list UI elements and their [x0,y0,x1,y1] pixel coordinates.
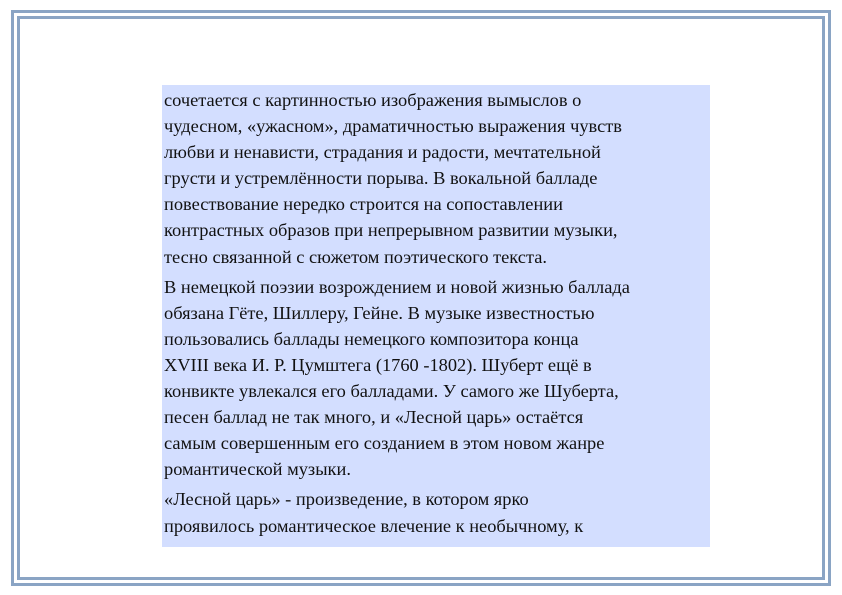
text-line: «Лесной царь» - произведение, в котором ярко [164,489,529,510]
text-line: обязана Гёте, Шиллеру, Гейне. В музыке известностью [164,302,595,323]
paragraph-3 [164,486,710,538]
text-box [162,85,710,547]
text-line: пользовались баллады немецкого композитора конца [164,328,579,349]
text-line: грусти и устремлённости порыва. В вокальной балладе [164,168,598,189]
text-line: тесно связанной с сюжетом поэтического текста. [164,246,547,267]
text-line: конвикте увлекался его балладами. У самого же Шуберта, [164,381,619,402]
text-line: повествование нередко строится на сопоставлении [164,194,563,215]
text-line: романтической музыки. [164,459,351,480]
text-line: XVIII века И. Р. Цумштега (1760 -1802). Шуберт ещё в [164,354,592,375]
text-line: сочетается с картинностью изображения вымыслов о [164,90,582,110]
text-line: любви и ненависти, страдания и радости, мечтательной [164,142,601,163]
text-line: проявилось романтическое влечение к необычному, к [164,515,584,536]
text-line: песен баллад не так много, и «Лесной царь» остаётся [164,407,584,428]
text-line: контрастных образов при непрерывном развитии музыки, [164,220,618,241]
text-line: чудесном, «ужасном», драматичностью выражения чувств [164,116,622,137]
paragraph-1 [164,87,710,270]
paragraph-2 [164,274,710,483]
text-line: В немецкой поэзии возрождением и новой жизнью баллада [164,276,630,297]
text-line: самым совершенным его созданием в этом новом жанре [164,433,605,454]
